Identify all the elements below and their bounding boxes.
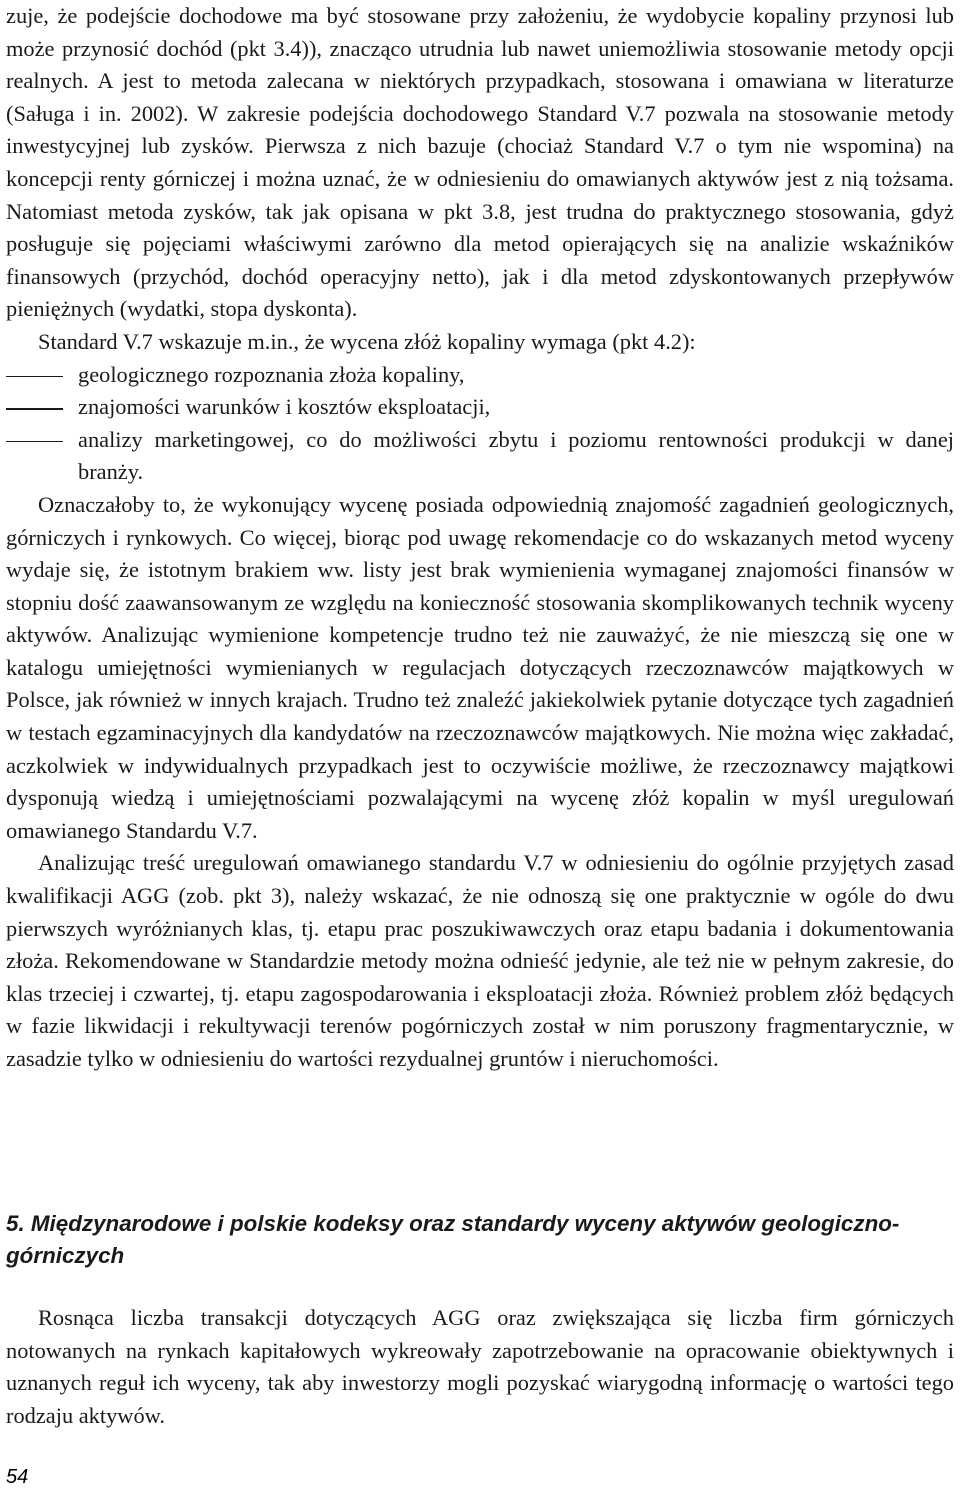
paragraph-continuation: zuje, że podejście dochodowe ma być stosowane przy założeniu, że wydobycie kopaliny przynosi lub może przynosić dochód (pkt 3.4)), znacząco utrudnia lub nawet uniemożliwia stosowanie metody opcji realnych. A jest to metoda zalecana w niektórych przypadkach, stosowana i omawiana w literaturze (Saługa i in. 2002). W zakresie podejścia dochodowego Standard V.7 pozwala na stosowanie metody inwestycyjnej lub zysków. Pierwsza z nich bazuje (chociaż Standard V.7 o tym nie wspomina) na koncepcji renty górniczej i można uznać, że w odniesieniu do omawianych aktywów jest z nią tożsama. Natomiast metoda zysków, tak jak opisana w pkt 3.8, jest trudna do praktycznego stosowania, gdyż posługuje się pojęciami właściwymi zarówno dla metod opierających się na analizie wskaźników finansowych (przychód, dochód operacyjny netto), jak i dla metod zdyskontowanych przepływów pieniężnych (wydatki, stopa dyskonta). [6, 3, 954, 322]
document-page [6, 0, 954, 1428]
requirements-list [6, 359, 954, 489]
section-body [6, 1302, 954, 1432]
section-heading: 5. Międzynarodowe i polskie kodeksy oraz standardy wyceny aktywów geologiczno-górniczych [6, 1211, 900, 1268]
list-item [6, 391, 954, 424]
list-item-text: znajomości warunków i kosztów eksploatacji, [78, 394, 491, 420]
dash-bullet [6, 408, 63, 410]
paragraph-standard-requirements: Standard V.7 wskazuje m.in., że wycena złóż kopaliny wymaga (pkt 4.2): [38, 328, 696, 354]
page-number: 54 [6, 1466, 29, 1488]
paragraph-analysis: Analizując treść uregulowań omawianego standardu V.7 w odniesieniu do ogólnie przyjętych zasad kwalifikacji AGG (zob. pkt 3), należy wskazać, że nie odnoszą się one praktycznie w ogóle do dwu pierwszych wyróżnianych klas, tj. etapu prac poszukiwawczych oraz etapu badania i dokumentowania złoża. Rekomendowane w Standardzie metody można odnieść jedynie, ale też nie w pełnym zakresie, do klas trzeciej i czwartej, tj. etapu zagospodarowania i eksploatacji złoża. Również problem złóż będących w fazie likwidacji i rekultywacji terenów pogórniczych został w nim poruszony fragmentarycznie, w zasadzie tylko w odniesieniu do wartości rezydualnej gruntów i nieruchomości. [6, 850, 954, 1071]
dash-bullet [6, 376, 63, 378]
list-item-text: analizy marketingowej, co do możliwości zbytu i poziomu rentowności produkcji w danej branży. [78, 426, 954, 485]
paragraph-section-intro: Rosnąca liczba transakcji dotyczących AGG oraz zwiększająca się liczba firm górniczych notowanych na rynkach kapitałowych wykreowały zapotrzebowanie na opracowanie obiektywnych i uznanych reguł ich wyceny, tak aby inwestorzy mogli pozyskać wiarygodną informację o wartości tego rodzaju aktywów. [6, 1305, 954, 1428]
dash-bullet [6, 441, 63, 443]
list-item [6, 359, 954, 392]
list-item [6, 424, 954, 489]
paragraph-competences: Oznaczałoby to, że wykonujący wycenę posiada odpowiednią znajomość zagadnień geologicznych, górniczych i rynkowych. Co więcej, biorąc pod uwagę rekomendacje co do wskazanych metod wyceny wydaje się, że istotnym brakiem ww. listy jest brak wymienienia wymaganej znajomości finansów w stopniu dość zaawansowanym ze względu na konieczność stosowania skomplikowanych technik wyceny aktywów. Analizując wymienione kompetencje trudno też nie zauważyć, że nie mieszczą się one w katalogu umiejętności wymienianych w regulacjach dotyczących rzeczoznawców majątkowych w Polsce, jak również w innych krajach. Trudno też znaleźć jakiekolwiek pytanie dotyczące tych zagadnień w testach egzaminacyjnych dla kandydatów na rzeczoznawców majątkowych. Nie można więc zakładać, aczkolwiek w indywidualnych przypadkach jest to oczywiście możliwe, że rzeczoznawcy majątkowi dysponują wiedzą i umiejętnościami pozwalającymi na wycenę złóż kopalin w myśl uregulowań omawianego Standardu V.7. [6, 491, 954, 843]
list-item-text: geologicznego rozpoznania złoża kopaliny, [78, 361, 465, 387]
